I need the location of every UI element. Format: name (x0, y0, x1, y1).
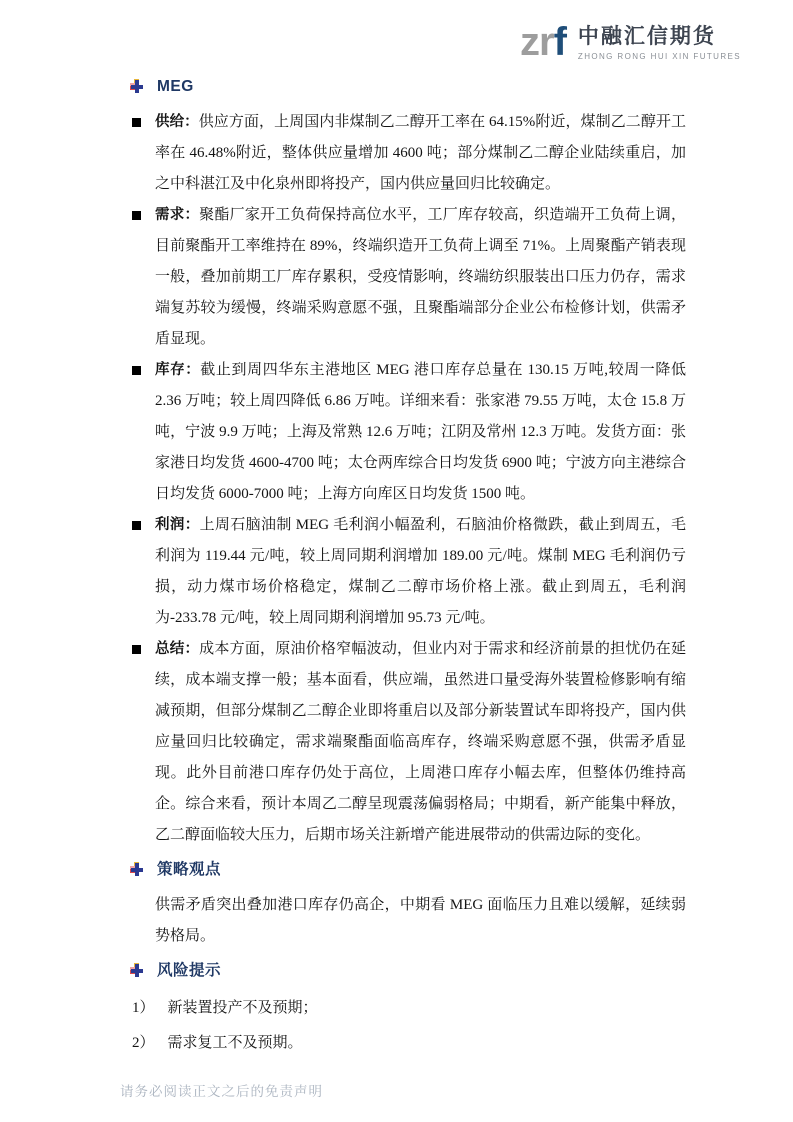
list-item-profit (130, 510, 686, 634)
section-title: 策略观点 (157, 861, 222, 878)
item-text: 成本方面，原油价格窄幅波动，但业内对于需求和经济前景的担忧仍在延续，成本端支撑一般；基本面看，供应端，虽然进口量受海外装置检修影响有缩减预期，但部分煤制乙二醇企业即将重启以及部分新装置试车即将投产，国内供应量回归比较确定，需求端聚酯面临高库存，终端采购意愿不强，供需矛盾显现。此外目前港口库存仍处于高位，上周港口库存小幅去库，但整体仍维持高企。综合来看，预计本周乙二醇呈现震荡偏弱格局；中期看，新产能集中释放，乙二醇面临较大压力，后期市场关注新增产能进展带动的供需边际的变化。 (155, 641, 686, 843)
square-bullet-icon (132, 211, 141, 220)
plus-bullet-icon (130, 79, 144, 95)
disclaimer-note: 请务必阅读正文之后的免责声明 (120, 1084, 323, 1099)
list-item-demand (130, 200, 686, 355)
section-heading-meg (130, 76, 686, 98)
risk-item-1 (130, 991, 686, 1026)
risk-item-text: 新装置投产不及预期； (167, 1000, 318, 1016)
risk-item-2 (130, 1026, 686, 1061)
logo-mark-f: f (553, 20, 566, 64)
square-bullet-icon (132, 521, 141, 530)
logo-mark-zr: zr (520, 20, 554, 64)
company-logo (520, 20, 741, 64)
square-bullet-icon (132, 366, 141, 375)
section-heading-strategy (130, 859, 686, 881)
item-label: 库存： (155, 362, 201, 378)
item-label: 需求： (155, 207, 200, 223)
section-title: MEG (157, 78, 194, 95)
item-text: 上周石脑油制 MEG 毛利润小幅盈利，石脑油价格微跌，截止到周五，毛利润为 119.44 元/吨，较上周同期利润增加 189.00 元/吨。煤制 MEG 毛利润仍亏损，动力煤市场价格稳定，煤制乙二醇市场价格上涨。截止到周五，毛利润为-233.78 元/吨，较上周同期利润增加 95.73 元/吨。 (155, 517, 686, 626)
item-text: 聚酯厂家开工负荷保持高位水平，工厂库存较高，织造端开工负荷上调，目前聚酯开工率维持在 89%，终端织造开工负荷上调至 71%。上周聚酯产销表现一般，叠加前期工厂库存累积，受疫情影响，终端纺织服装出口压力仍存，需求端复苏较为缓慢，终端采购意愿不强，且聚酯端部分企业公布检修计划，供需矛盾显现。 (155, 207, 686, 347)
risk-item-number: 1） (132, 1000, 155, 1016)
item-label: 利润： (155, 517, 200, 533)
list-item-supply (130, 107, 686, 200)
report-body (130, 76, 686, 1061)
item-text: 截止到周四华东主港地区 MEG 港口库存总量在 130.15 万吨,较周一降低 2.36 万吨；较上周四降低 6.86 万吨。详细来看：张家港 79.55 万吨，太仓 15.8 万吨，宁波 9.9 万吨；上海及常熟 12.6 万吨；江阴及常州 12.3 万吨。发货方面：张家港日均发货 4600-4700 吨；太仓两库综合日均发货 6900 吨；宁波方向主港综合日均发货 6000-7000 吨；上海方向库区日均发货 1500 吨。 (155, 362, 686, 502)
company-name-cn: 中融汇信期货 (577, 24, 716, 48)
logo-text (578, 24, 741, 61)
risk-item-number: 2） (132, 1035, 155, 1051)
square-bullet-icon (132, 645, 141, 654)
risk-item-text: 需求复工不及预期。 (167, 1035, 303, 1051)
square-bullet-icon (132, 118, 141, 127)
list-item-summary (130, 634, 686, 851)
item-text: 供应方面，上周国内非煤制乙二醇开工率在 64.15%附近，煤制乙二醇开工率在 46.48%附近，整体供应量增加 4600 吨；部分煤制乙二醇企业陆续重启，加之中科湛江及中化泉州即将投产，国内供应量回归比较确定。 (155, 114, 687, 192)
item-label: 总结： (155, 641, 200, 657)
list-item-inventory (130, 355, 686, 510)
item-label: 供给： (155, 114, 199, 130)
company-name-en: ZHONG RONG HUI XIN FUTURES (577, 51, 741, 61)
plus-bullet-icon (130, 862, 144, 878)
section-heading-risk (130, 960, 686, 982)
logo-mark (520, 20, 566, 64)
strategy-text: 供需矛盾突出叠加港口库存仍高企，中期看 MEG 面临压力且难以缓解，延续弱势格局。 (155, 897, 686, 944)
section-title: 风险提示 (157, 962, 222, 979)
plus-bullet-icon (130, 963, 144, 979)
